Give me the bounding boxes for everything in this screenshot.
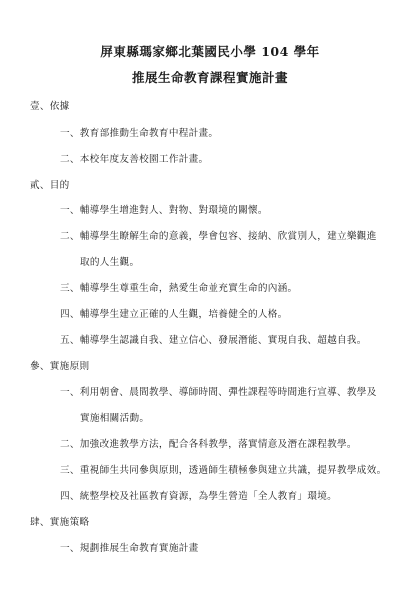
list-item: 一、輔導學生增進對人、對物、對環境的關懷。 — [60, 205, 268, 216]
section-heading-basis: 壹、依據 — [30, 101, 70, 112]
list-item: 二、加強改進教學方法，配合各科教學，落實情意及潛在課程教學。 — [60, 439, 357, 450]
list-item-continuation: 實施相關活動。 — [80, 413, 150, 424]
list-item-continuation: 取的人生觀。 — [80, 257, 140, 268]
document-title: 屏東縣瑪家鄉北葉國民小學 104 學年 — [100, 44, 320, 59]
section-heading-strategy: 肆、實施策略 — [30, 517, 90, 528]
list-item: 一、教育部推動生命教育中程計畫。 — [60, 128, 219, 139]
list-item: 四、輔導學生建立正確的人生觀，培養健全的人格。 — [60, 309, 288, 320]
list-item: 三、輔導學生尊重生命，熱愛生命並充實生命的內涵。 — [60, 283, 298, 294]
list-item: 四、統整學校及社區教育資源，為學生營造「全人教育」環境。 — [60, 491, 338, 502]
section-heading-purpose: 貳、目的 — [30, 180, 70, 191]
section-heading-principles: 參、實施原則 — [30, 361, 90, 372]
document-subtitle: 推展生命教育課程實施計畫 — [131, 70, 288, 85]
list-item: 一、規劃推展生命教育實施計畫 — [60, 543, 199, 554]
list-item: 五、輔導學生認識自我、建立信心、發展潛能、實現自我、超越自我。 — [60, 335, 367, 346]
list-item: 二、輔導學生瞭解生命的意義，學會包容、接納、欣賞別人，建立樂觀進 — [60, 231, 377, 242]
list-item: 三、重視師生共同參與原則，透過師生積極參與建立共識，提昇教學成效。 — [60, 465, 387, 476]
list-item: 二、本校年度友善校園工作計畫。 — [60, 154, 209, 165]
list-item: 一、利用朝會、晨間教學、導師時間、彈性課程等時間進行宣導、教學及 — [60, 387, 377, 398]
